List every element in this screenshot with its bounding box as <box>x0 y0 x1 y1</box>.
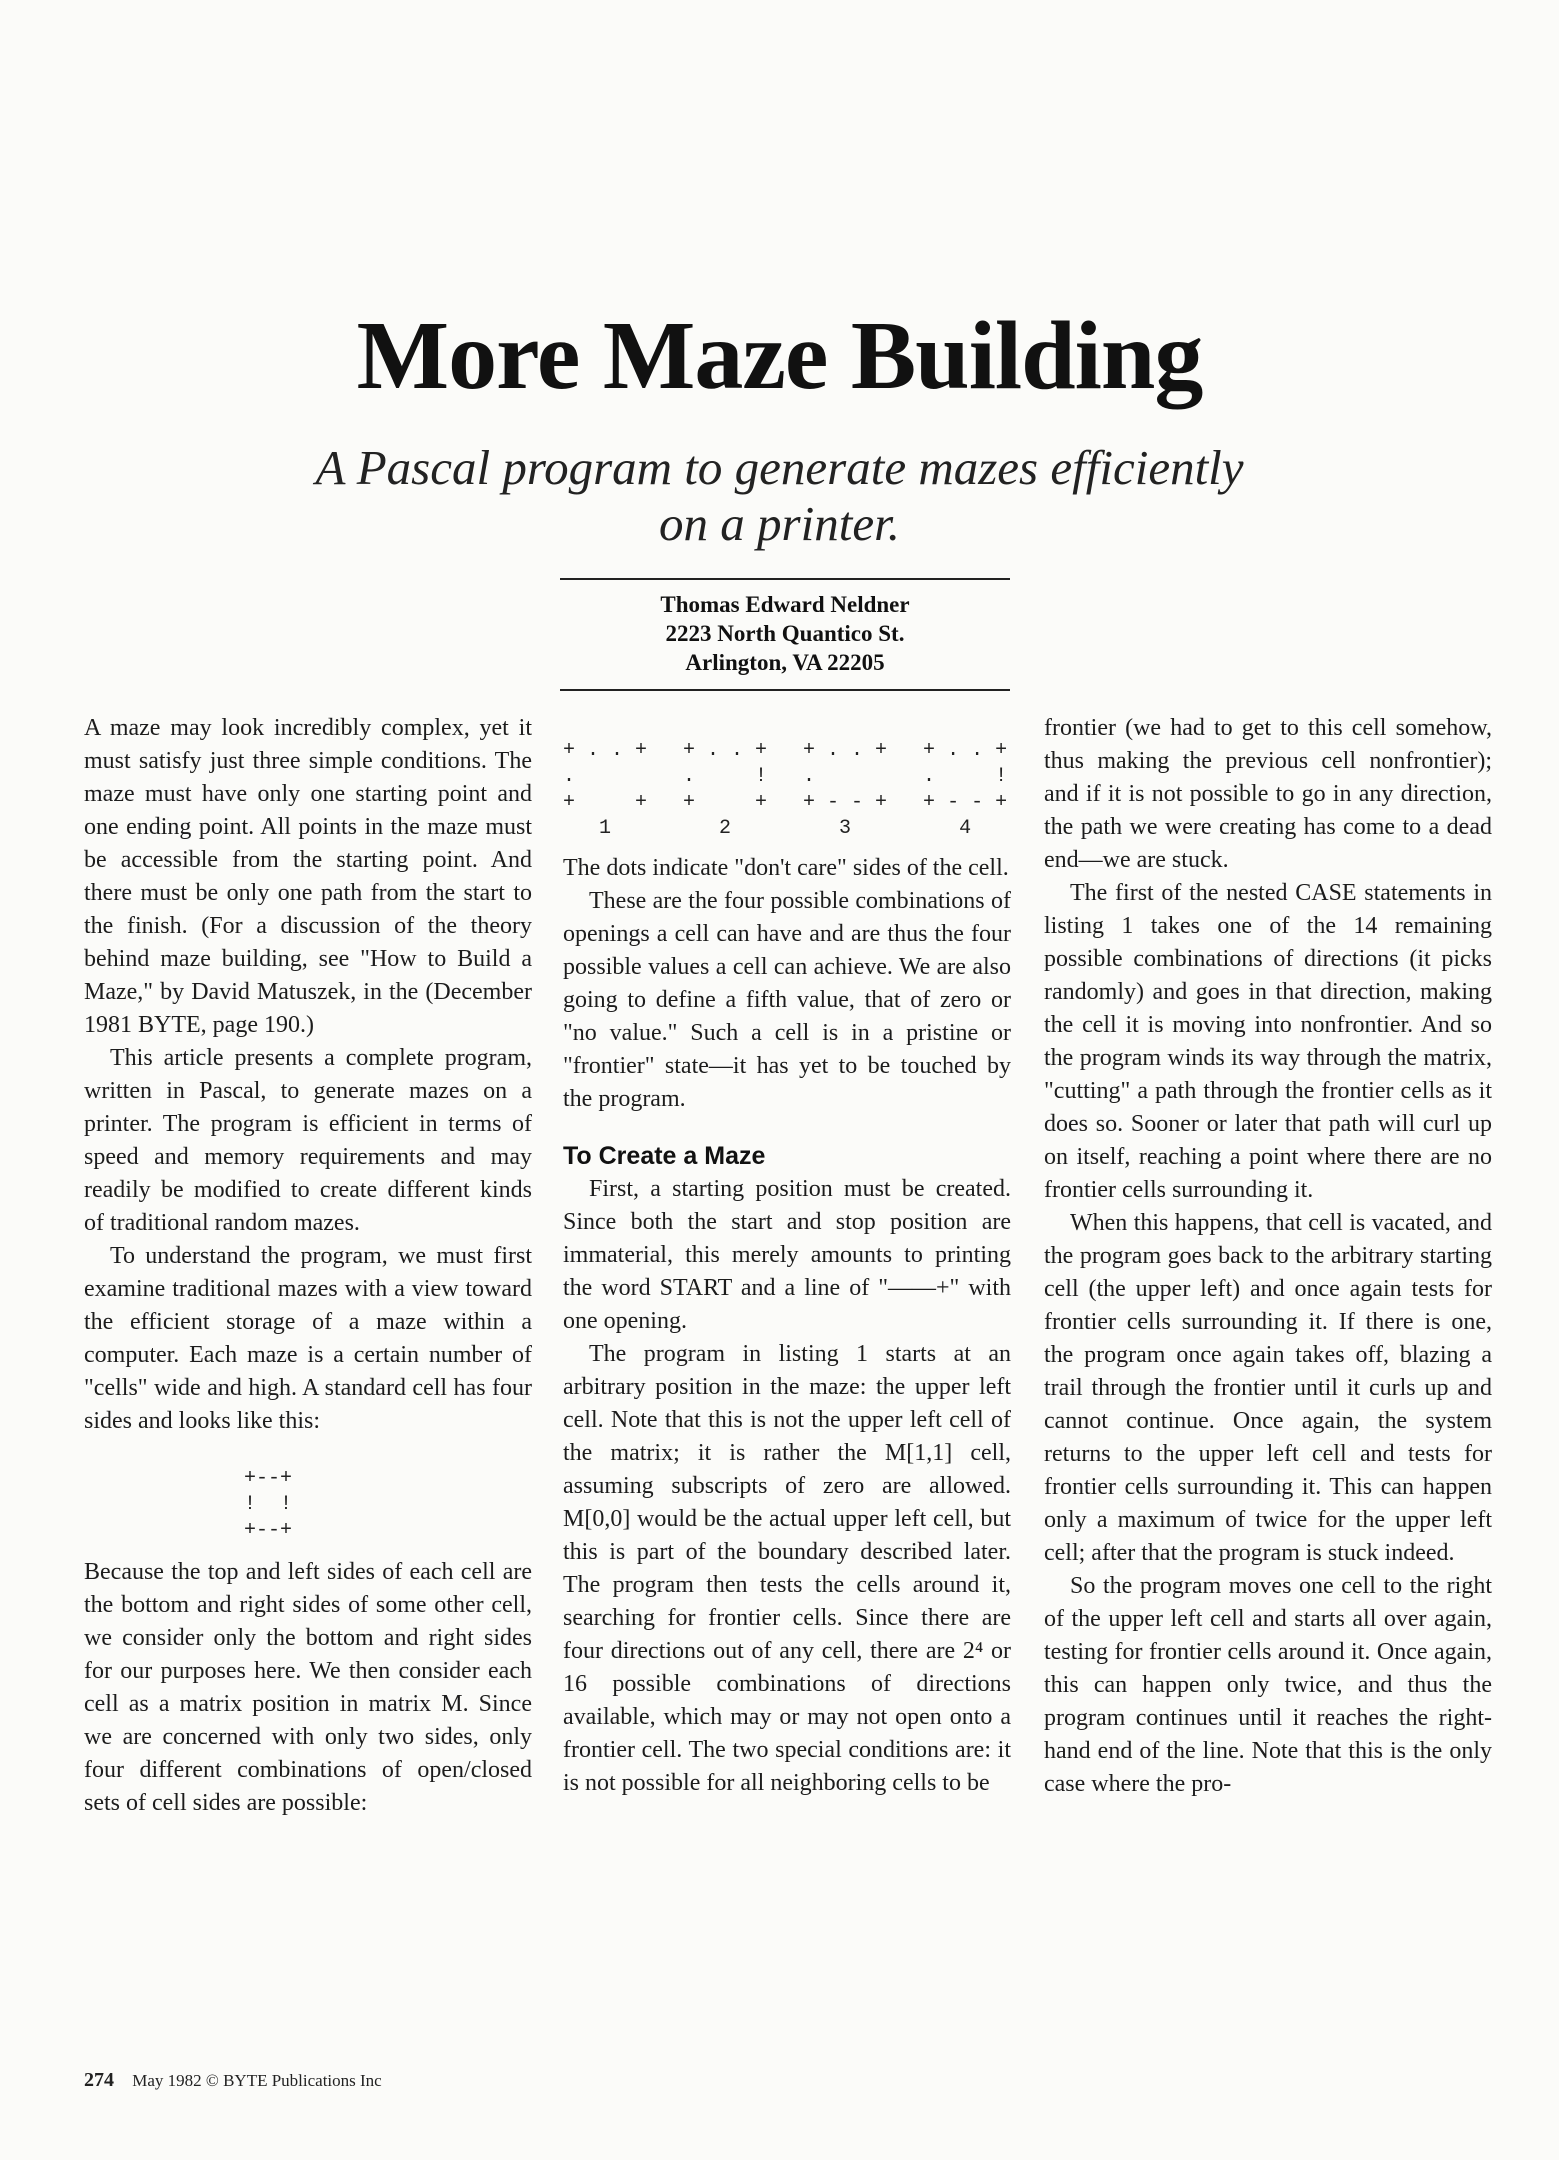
paragraph: A maze may look incredibly complex, yet it must satisfy just three simple conditions. The maze must have only one starting point and one ending point. All points in the maze must be accessible from the starting point. And there must be only one path from the start to the finish. (For a discussion of the theory behind maze building, see "How to Build a Maze," by David Matuszek, in the (December 1981 BYTE, page 190.) <box>84 715 532 1038</box>
page-footer <box>84 2069 382 2092</box>
column-1 <box>84 712 532 1820</box>
paragraph: Because the top and left sides of each cell are the bottom and right sides of some other cell, we consider only the bottom and right sides for our purposes here. We then consider each cell as a matrix position in matrix M. Since we are concerned with only two sides, only four different combinations of open/closed sets of cell sides are possible: <box>84 1559 532 1816</box>
figure-line: ! ! <box>244 1493 293 1516</box>
figure-line: . . ! . . ! <box>563 765 1008 788</box>
paragraph: To understand the program, we must first examine traditional mazes with a view toward the efficient storage of a maze within a computer. Each maze is a certain number of "cells" wide and high. A standard cell has four sides and looks like this: <box>84 1243 532 1434</box>
figure-line: 1 2 3 4 <box>563 817 972 840</box>
figure-line: +--+ <box>244 1467 293 1490</box>
paragraph: This article presents a complete program, written in Pascal, to generate mazes on a printer. The program is efficient in terms of speed and memory requirements and may readily be modified to create different kinds of traditional random mazes. <box>84 1045 532 1236</box>
section-heading: To Create a Maze <box>563 1142 766 1170</box>
author-name: Thomas Edward Neldner <box>660 592 910 617</box>
figure-line: +--+ <box>244 1519 293 1542</box>
author-byline <box>560 578 1010 691</box>
paragraph: The dots indicate "don't care" sides of the cell. <box>563 855 1009 881</box>
paragraph: So the program moves one cell to the right of the upper left cell and starts all over again, testing for frontier cells around it. Once again, this can happen only twice, and thus the program continues until it reaches the right-hand end of the line. Note that this is the only case where the pro- <box>1044 1573 1492 1797</box>
figure-line: + . . + + . . + + . . + + . . + <box>563 739 1008 762</box>
paragraph: The program in listing 1 starts at an arbitrary position in the maze: the upper left cell. Note that this is not the upper left cell of the matrix; it is rather the M[1,1] cell, assuming subscripts of zero are allowed. M[0,0] would be the actual upper left cell, but this is part of the boundary described later. The program then tests the cells around it, searching for frontier cells. Since there are four directions out of any cell, there are 2⁴ or 16 possible combinations of directions available, which may or may not open onto a frontier cell. The two special conditions are: it is not possible for all neighboring cells to be <box>563 1341 1011 1796</box>
author-city: Arlington, VA 22205 <box>685 650 885 675</box>
article-title: More Maze Building <box>356 302 1203 410</box>
article-subtitle: A Pascal program to generate mazes efficiently on a printer. <box>315 440 1244 551</box>
author-street: 2223 North Quantico St. <box>665 621 905 646</box>
paragraph: First, a starting position must be created. Since both the start and stop position are immaterial, this merely amounts to printing the word START and a line of "——+" with one opening. <box>563 1176 1011 1334</box>
column-2 <box>563 712 1011 1800</box>
figure-line: + + + + + - - + + - - + <box>563 791 1008 814</box>
page-number: 274 <box>84 2069 114 2091</box>
paragraph: These are the four possible combinations of openings a cell can have and are thus the four possible values a cell can achieve. We are also going to define a fifth value, that of zero or "no value." Such a cell is in a pristine or "frontier" state—it has yet to be touched by the program. <box>563 888 1011 1112</box>
column-3 <box>1044 712 1492 1801</box>
cell-combinations-figure <box>563 738 1011 842</box>
cell-figure <box>244 1466 532 1544</box>
footer-text: May 1982 © BYTE Publications Inc <box>132 2071 382 2090</box>
paragraph: When this happens, that cell is vacated, and the program goes back to the arbitrary starting cell (the upper left) and once again tests for frontier cells surrounding it. If there is one, the program once again takes off, blazing a trail through the frontier until it curls up and cannot continue. Once again, the system returns to the upper left cell and tests for frontier cells surrounding it. This can happen only a maximum of twice for the upper left cell; after that the program is stuck indeed. <box>1044 1210 1492 1566</box>
paragraph: The first of the nested CASE statements in listing 1 takes one of the 14 remaining possible combinations of directions (it picks randomly) and goes in that direction, making the cell it is moving into nonfrontier. And so the program winds its way through the matrix, "cutting" a path through the frontier cells as it does so. Sooner or later that path will curl up on itself, reaching a point where there are no frontier cells surrounding it. <box>1044 880 1492 1203</box>
paragraph: frontier (we had to get to this cell somehow, thus making the previous cell nonfrontier); and if it is not possible to go in any direction, the path we were creating has come to a dead end—we are stuck. <box>1044 715 1492 873</box>
